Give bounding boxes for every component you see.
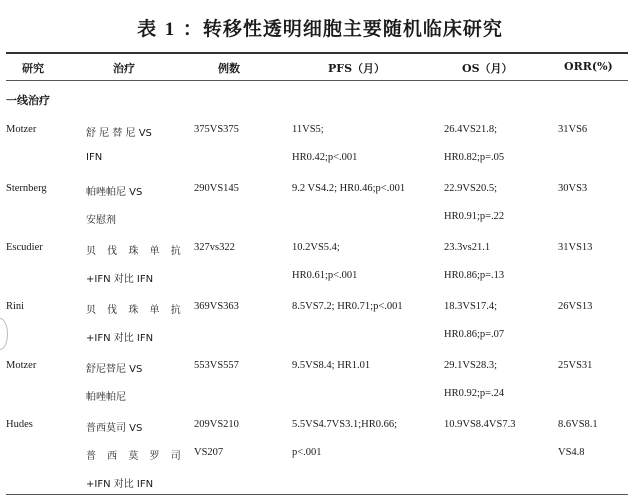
row-5-treatment-line-1: 舒尼替尼 VS [86, 364, 143, 375]
table-bottom-rule [6, 494, 628, 495]
row-2-study: Sternberg [6, 183, 47, 194]
row-2-os-line-1: 22.9VS20.5; [444, 183, 498, 194]
table-title [0, 14, 640, 41]
row-1-treatment-line-2: IFN [86, 152, 103, 163]
row-3-study: Escudier [6, 242, 43, 253]
row-5-cases: 553VS557 [194, 360, 239, 371]
row-4-cases: 369VS363 [194, 301, 239, 312]
row-1-os-line-1: 26.4VS21.8; [444, 124, 498, 135]
row-3-pfs-line-2: HR0.61;p<.001 [292, 270, 358, 281]
row-3-cases: 327vs322 [194, 242, 235, 253]
row-4-pfs: 8.5VS7.2; HR0.71;p<.001 [292, 301, 403, 312]
header-study: 研究 [22, 62, 44, 75]
row-5-pfs: 9.5VS8.4; HR1.01 [292, 360, 371, 371]
row-1-cases: 375VS375 [194, 124, 239, 135]
row-6-study: Hudes [6, 419, 33, 430]
header-os: OS（月） [462, 62, 513, 75]
row-5-os-line-2: HR0.92;p=.24 [444, 388, 505, 399]
row-2-os-line-2: HR0.91;p=.22 [444, 211, 505, 222]
row-4-treatment-line-2: +IFN 对比 IFN [86, 333, 154, 344]
row-6-cases-line-2: VS207 [194, 447, 224, 458]
header-orr: ORR(%) [564, 60, 613, 73]
row-1-orr: 31VS6 [558, 124, 588, 135]
row-6-cases-line-1: 209VS210 [194, 419, 239, 430]
row-2-treatment-line-1: 帕唑帕尼 VS [86, 187, 143, 198]
row-1-pfs-line-2: HR0.42;p<.001 [292, 152, 358, 163]
row-6-pfs-line-1: 5.5VS4.7VS3.1;HR0.66; [292, 419, 398, 430]
section-label: 一线治疗 [6, 94, 50, 107]
header-treatment: 治疗 [113, 62, 135, 75]
binding-ring-mark [0, 318, 8, 350]
row-4-orr: 26VS13 [558, 301, 593, 312]
row-4-os-line-1: 18.3VS17.4; [444, 301, 498, 312]
row-6-treatment-line-2: 普 西 莫 罗 司 [86, 451, 185, 462]
row-6-pfs-line-2: p<.001 [292, 447, 322, 458]
header-cases: 例数 [218, 62, 240, 75]
row-6-treatment-line-3: +IFN 对比 IFN [86, 479, 154, 490]
row-2-orr: 30VS3 [558, 183, 588, 194]
row-5-study: Motzer [6, 360, 37, 371]
row-6-orr-line-1: 8.6VS8.1 [558, 419, 598, 430]
title-text: ：转移性透明细胞主要随机临床研究 [182, 18, 503, 40]
row-1-os-line-2: HR0.82;p=.05 [444, 152, 505, 163]
row-3-treatment-line-1: 贝 伐 珠 单 抗 [86, 246, 185, 257]
row-5-orr: 25VS31 [558, 360, 593, 371]
row-4-study: Rini [6, 301, 25, 312]
row-3-orr: 31VS13 [558, 242, 593, 253]
table-header-rule [6, 80, 628, 81]
row-1-pfs-line-1: 11VS5; [292, 124, 324, 135]
row-6-orr-line-2: VS4.8 [558, 447, 585, 458]
header-pfs: PFS（月） [328, 62, 386, 75]
title-number: 1 [164, 19, 176, 40]
table-top-rule [6, 52, 628, 54]
title-prefix: 表 [137, 18, 158, 40]
row-3-pfs-line-1: 10.2VS5.4; [292, 242, 340, 253]
row-4-os-line-2: HR0.86;p=.07 [444, 329, 505, 340]
row-3-os-line-2: HR0.86;p=.13 [444, 270, 505, 281]
row-1-study: Motzer [6, 124, 37, 135]
row-5-treatment-line-2: 帕唑帕尼 [86, 392, 126, 403]
row-3-os-line-1: 23.3vs21.1 [444, 242, 491, 253]
row-2-cases: 290VS145 [194, 183, 239, 194]
row-6-os: 10.9VS8.4VS7.3 [444, 419, 516, 430]
row-2-pfs: 9.2 VS4.2; HR0.46;p<.001 [292, 183, 406, 194]
row-2-treatment-line-2: 安慰剂 [86, 215, 116, 226]
row-4-treatment-line-1: 贝 伐 珠 单 抗 [86, 305, 185, 316]
row-6-treatment-line-1: 普西莫司 VS [86, 423, 143, 434]
row-1-treatment-line-1: 舒 尼 替 尼 VS [86, 128, 152, 139]
row-3-treatment-line-2: +IFN 对比 IFN [86, 274, 154, 285]
row-5-os-line-1: 29.1VS28.3; [444, 360, 498, 371]
